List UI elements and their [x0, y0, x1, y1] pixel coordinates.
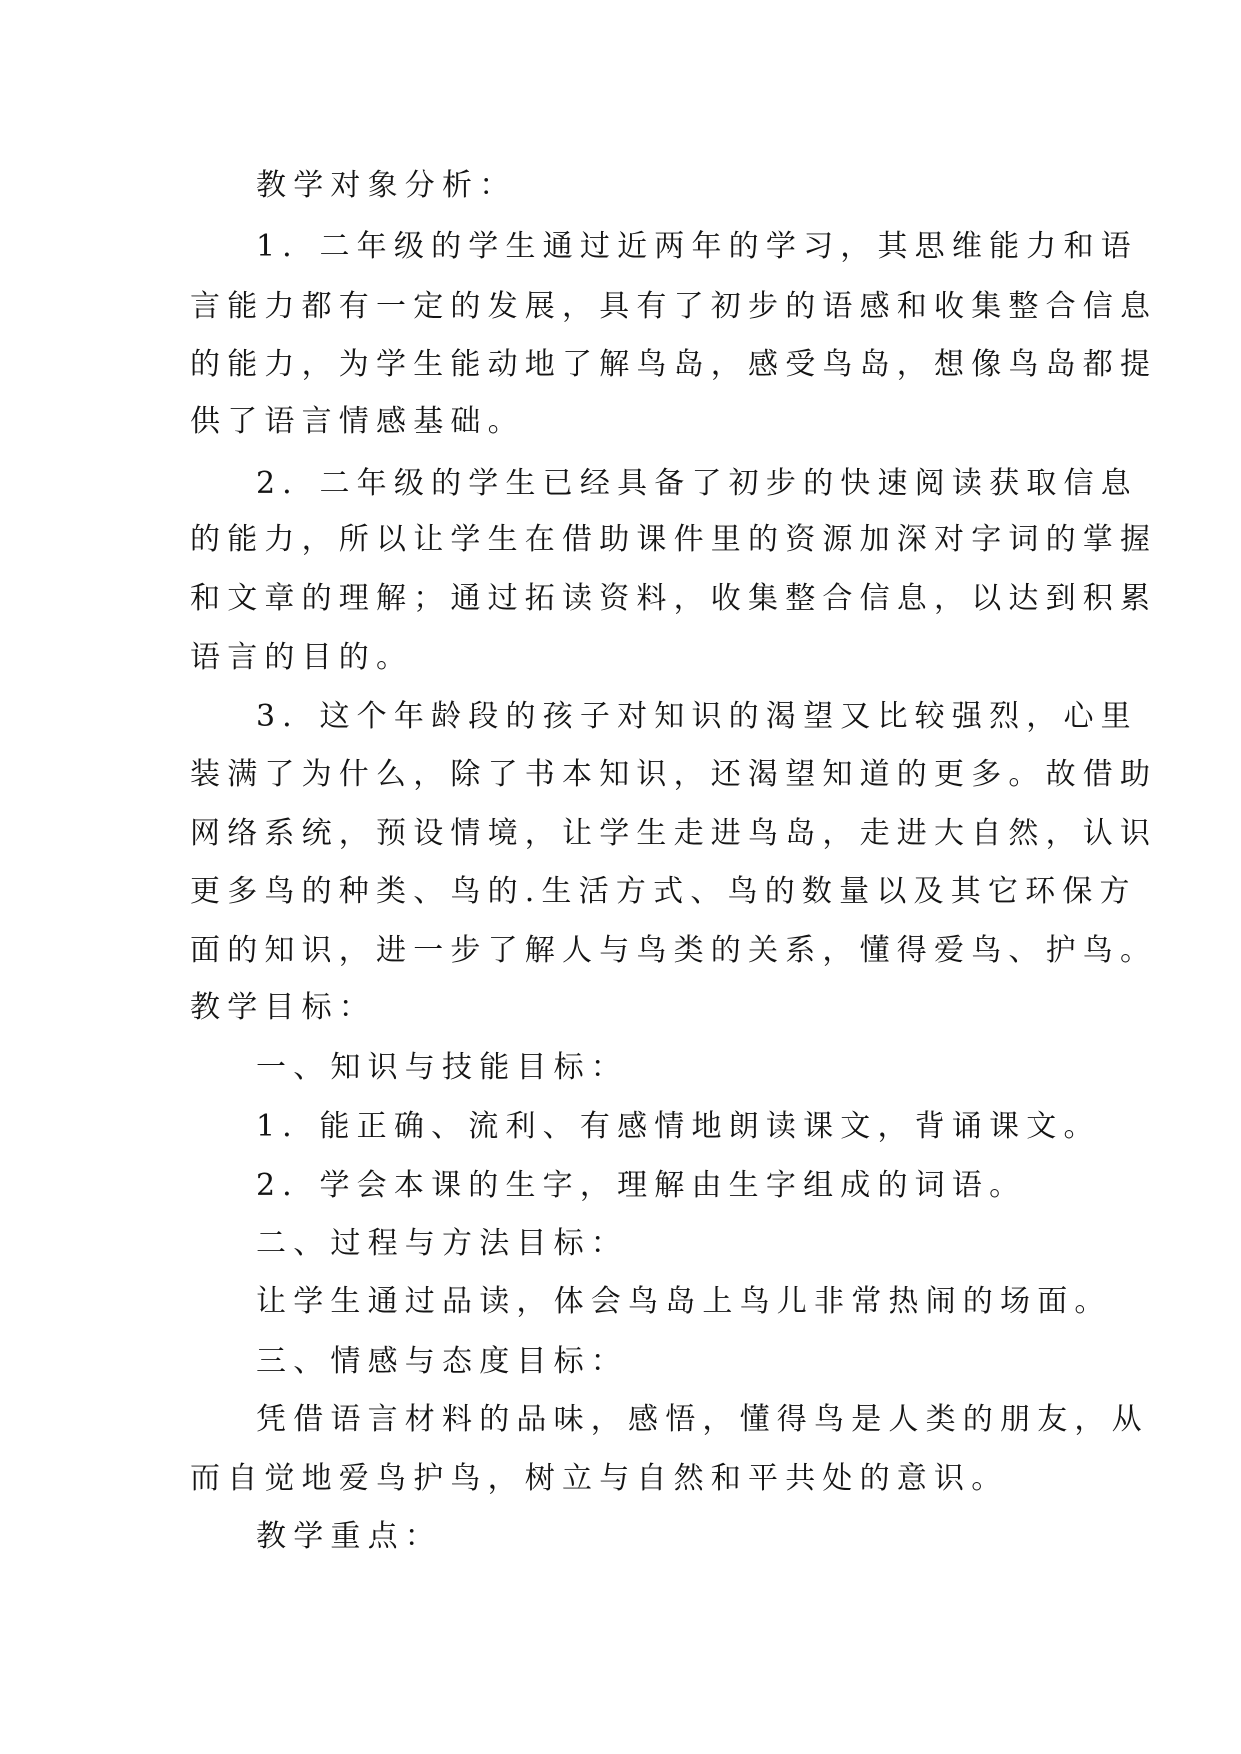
paragraph-line: 语言的目的。 [190, 640, 414, 675]
paragraph-line: 的能力，所以让学生在借助课件里的资源加深对字词的掌握 [190, 522, 1158, 557]
paragraph-line: 让学生通过品读，体会鸟岛上鸟儿非常热闹的场面。 [256, 1284, 1112, 1319]
paragraph-line: 的能力，为学生能动地了解鸟岛，感受鸟岛，想像鸟岛都提 [190, 347, 1158, 382]
paragraph-line: 1．二年级的学生通过近两年的学习，其思维能力和语 [256, 229, 1138, 264]
subheading-process-methods: 二、过程与方法目标： [256, 1226, 628, 1261]
paragraph-line: 3．这个年龄段的孩子对知识的渴望又比较强烈，心里 [256, 699, 1138, 734]
list-item: 2．学会本课的生字，理解由生字组成的词语。 [256, 1168, 1027, 1203]
paragraph-line: 2．二年级的学生已经具备了初步的快速阅读获取信息 [256, 466, 1138, 501]
section-heading-student-analysis: 教学对象分析： [256, 168, 517, 203]
section-heading-key-points: 教学重点： [256, 1519, 442, 1554]
paragraph-line: 网络系统，预设情境，让学生走进鸟岛，走进大自然，认识 [190, 816, 1158, 851]
paragraph-line: 装满了为什么，除了书本知识，还渴望知道的更多。故借助 [190, 757, 1158, 792]
paragraph-line: 言能力都有一定的发展，具有了初步的语感和收集整合信息 [190, 289, 1158, 324]
subheading-knowledge-skills: 一、知识与技能目标： [256, 1050, 628, 1085]
paragraph-line: 凭借语言材料的品味，感悟，懂得鸟是人类的朋友，从 [256, 1402, 1149, 1437]
section-heading-teaching-goals: 教学目标： [190, 990, 376, 1025]
paragraph-line: 而自觉地爱鸟护鸟，树立与自然和平共处的意识。 [190, 1461, 1009, 1496]
paragraph-line: 更多鸟的种类、鸟的.生活方式、鸟的数量以及其它环保方 [190, 874, 1137, 909]
paragraph-line: 面的知识，进一步了解人与鸟类的关系，懂得爱鸟、护鸟。 [190, 933, 1158, 968]
paragraph-line: 供了语言情感基础。 [190, 404, 525, 439]
list-item: 1．能正确、流利、有感情地朗读课文，背诵课文。 [256, 1109, 1101, 1144]
subheading-emotion-attitude: 三、情感与态度目标： [256, 1344, 628, 1379]
paragraph-line: 和文章的理解；通过拓读资料，收集整合信息，以达到积累 [190, 581, 1158, 616]
